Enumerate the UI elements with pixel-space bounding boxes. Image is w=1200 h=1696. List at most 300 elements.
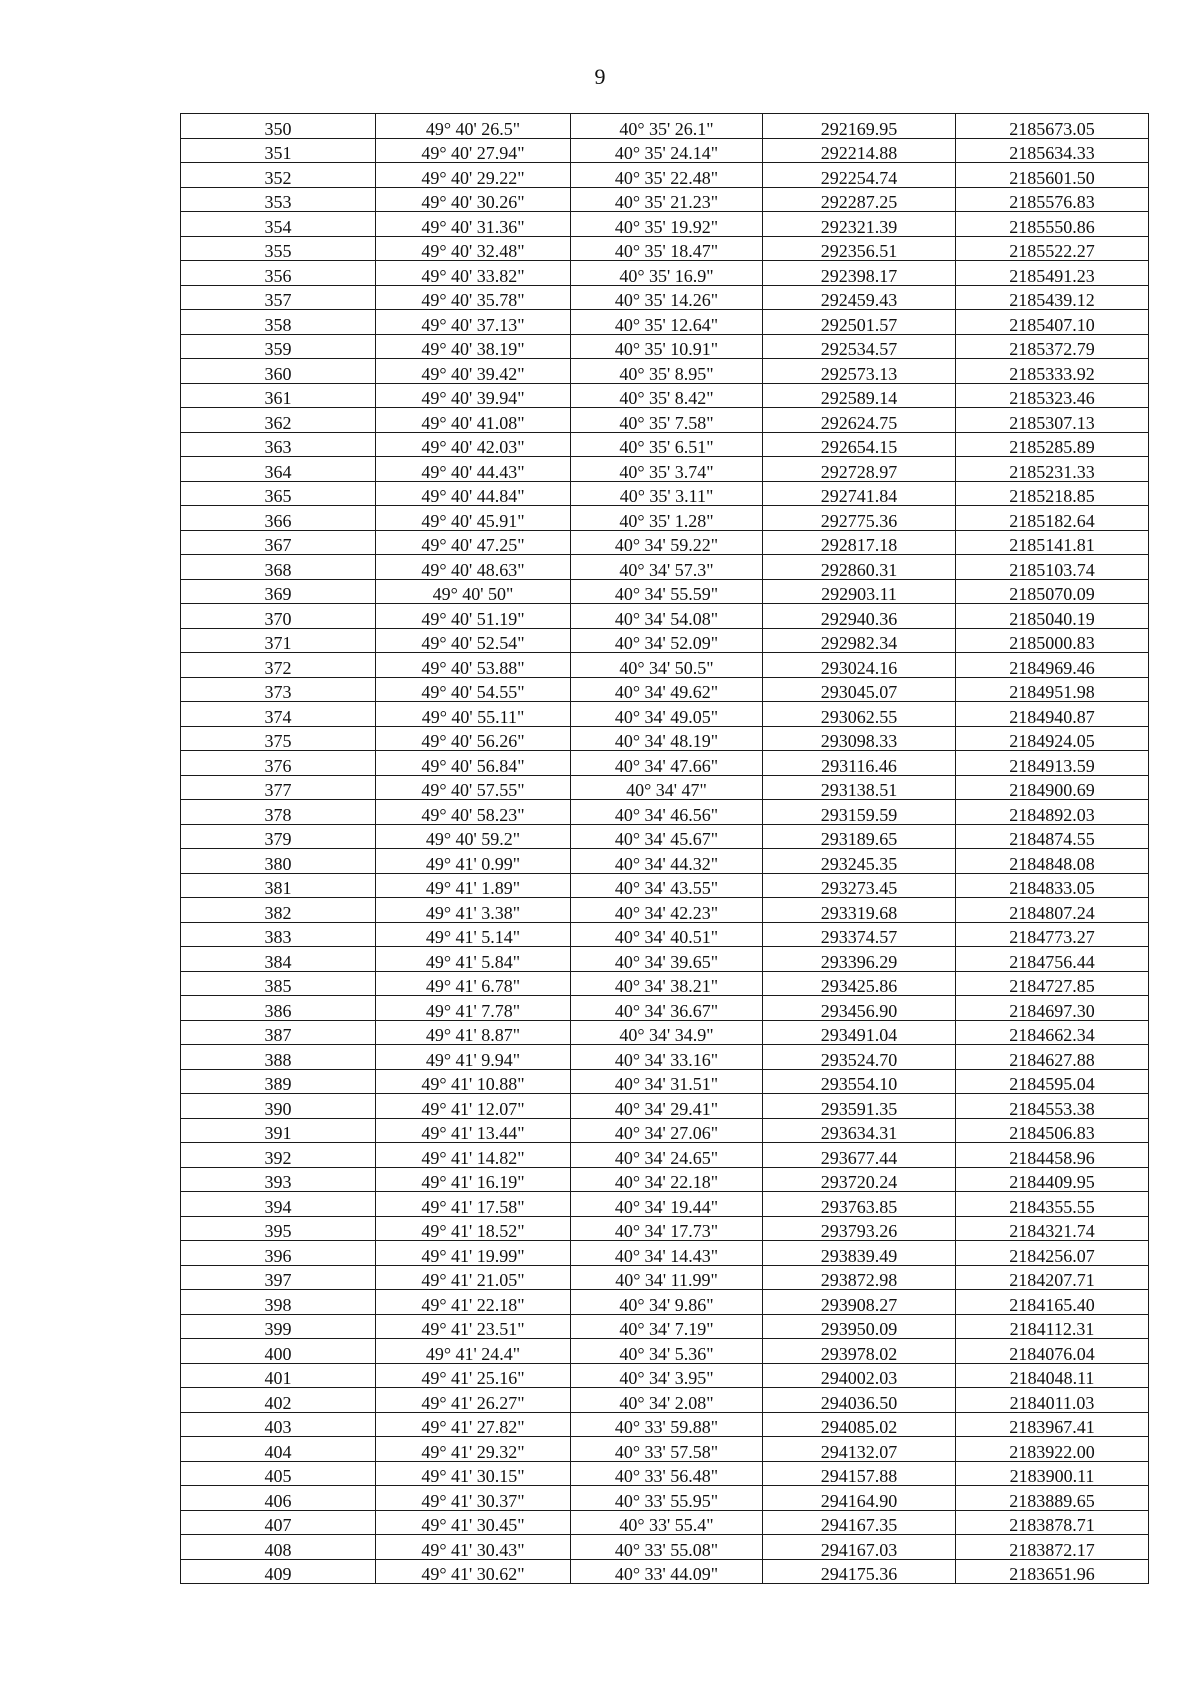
- longitude-cell: 40° 34' 54.08": [571, 604, 763, 629]
- point-number-cell: 359: [181, 334, 376, 359]
- x-coordinate-cell: 292940.36: [763, 604, 956, 629]
- point-number-cell: 370: [181, 604, 376, 629]
- table-row: [181, 1559, 1149, 1584]
- longitude-cell: 40° 34' 59.22": [571, 530, 763, 555]
- table-row: [181, 604, 1149, 629]
- table-row: [181, 481, 1149, 506]
- y-coordinate-cell: 2185491.23: [956, 261, 1149, 286]
- point-number-cell: 392: [181, 1143, 376, 1168]
- longitude-cell: 40° 34' 43.55": [571, 873, 763, 898]
- x-coordinate-cell: 293793.26: [763, 1216, 956, 1241]
- table-row: [181, 1461, 1149, 1486]
- table-row: [181, 824, 1149, 849]
- longitude-cell: 40° 34' 42.23": [571, 898, 763, 923]
- table-row: [181, 383, 1149, 408]
- coordinates-table-body: [181, 114, 1149, 1584]
- x-coordinate-cell: 294132.07: [763, 1437, 956, 1462]
- y-coordinate-cell: 2185141.81: [956, 530, 1149, 555]
- x-coordinate-cell: 293634.31: [763, 1118, 956, 1143]
- y-coordinate-cell: 2185040.19: [956, 604, 1149, 629]
- table-row: [181, 726, 1149, 751]
- point-number-cell: 358: [181, 310, 376, 335]
- y-coordinate-cell: 2184627.88: [956, 1045, 1149, 1070]
- table-row: [181, 1510, 1149, 1535]
- longitude-cell: 40° 34' 5.36": [571, 1339, 763, 1364]
- point-number-cell: 360: [181, 359, 376, 384]
- longitude-cell: 40° 34' 52.09": [571, 628, 763, 653]
- point-number-cell: 376: [181, 751, 376, 776]
- latitude-cell: 49° 41' 7.78": [376, 996, 571, 1021]
- latitude-cell: 49° 40' 42.03": [376, 432, 571, 457]
- longitude-cell: 40° 35' 19.92": [571, 212, 763, 237]
- table-row: [181, 555, 1149, 580]
- table-row: [181, 1412, 1149, 1437]
- x-coordinate-cell: 294167.03: [763, 1535, 956, 1560]
- longitude-cell: 40° 33' 55.08": [571, 1535, 763, 1560]
- y-coordinate-cell: 2184874.55: [956, 824, 1149, 849]
- y-coordinate-cell: 2184165.40: [956, 1290, 1149, 1315]
- point-number-cell: 393: [181, 1167, 376, 1192]
- longitude-cell: 40° 34' 29.41": [571, 1094, 763, 1119]
- point-number-cell: 373: [181, 677, 376, 702]
- x-coordinate-cell: 292501.57: [763, 310, 956, 335]
- table-row: [181, 1094, 1149, 1119]
- x-coordinate-cell: 293524.70: [763, 1045, 956, 1070]
- latitude-cell: 49° 41' 29.32": [376, 1437, 571, 1462]
- table-row: [181, 1388, 1149, 1413]
- y-coordinate-cell: 2185070.09: [956, 579, 1149, 604]
- latitude-cell: 49° 41' 27.82": [376, 1412, 571, 1437]
- longitude-cell: 40° 35' 12.64": [571, 310, 763, 335]
- y-coordinate-cell: 2185634.33: [956, 138, 1149, 163]
- y-coordinate-cell: 2184321.74: [956, 1216, 1149, 1241]
- table-row: [181, 628, 1149, 653]
- longitude-cell: 40° 34' 50.5": [571, 653, 763, 678]
- longitude-cell: 40° 34' 7.19": [571, 1314, 763, 1339]
- y-coordinate-cell: 2184848.08: [956, 849, 1149, 874]
- longitude-cell: 40° 35' 14.26": [571, 285, 763, 310]
- x-coordinate-cell: 293456.90: [763, 996, 956, 1021]
- table-row: [181, 1486, 1149, 1511]
- latitude-cell: 49° 41' 14.82": [376, 1143, 571, 1168]
- y-coordinate-cell: 2183651.96: [956, 1559, 1149, 1584]
- x-coordinate-cell: 293425.86: [763, 971, 956, 996]
- longitude-cell: 40° 34' 22.18": [571, 1167, 763, 1192]
- latitude-cell: 49° 41' 8.87": [376, 1020, 571, 1045]
- table-row: [181, 1314, 1149, 1339]
- x-coordinate-cell: 293116.46: [763, 751, 956, 776]
- longitude-cell: 40° 35' 26.1": [571, 114, 763, 139]
- y-coordinate-cell: 2184112.31: [956, 1314, 1149, 1339]
- x-coordinate-cell: 294085.02: [763, 1412, 956, 1437]
- point-number-cell: 374: [181, 702, 376, 727]
- y-coordinate-cell: 2184595.04: [956, 1069, 1149, 1094]
- table-row: [181, 457, 1149, 482]
- x-coordinate-cell: 292624.75: [763, 408, 956, 433]
- table-row: [181, 187, 1149, 212]
- table-row: [181, 1339, 1149, 1364]
- x-coordinate-cell: 292398.17: [763, 261, 956, 286]
- point-number-cell: 352: [181, 163, 376, 188]
- longitude-cell: 40° 33' 55.95": [571, 1486, 763, 1511]
- x-coordinate-cell: 292214.88: [763, 138, 956, 163]
- table-row: [181, 702, 1149, 727]
- y-coordinate-cell: 2185307.13: [956, 408, 1149, 433]
- y-coordinate-cell: 2184951.98: [956, 677, 1149, 702]
- longitude-cell: 40° 34' 11.99": [571, 1265, 763, 1290]
- x-coordinate-cell: 293159.59: [763, 800, 956, 825]
- point-number-cell: 404: [181, 1437, 376, 1462]
- point-number-cell: 409: [181, 1559, 376, 1584]
- latitude-cell: 49° 40' 51.19": [376, 604, 571, 629]
- y-coordinate-cell: 2184458.96: [956, 1143, 1149, 1168]
- x-coordinate-cell: 293045.07: [763, 677, 956, 702]
- latitude-cell: 49° 40' 41.08": [376, 408, 571, 433]
- point-number-cell: 387: [181, 1020, 376, 1045]
- table-row: [181, 751, 1149, 776]
- longitude-cell: 40° 34' 39.65": [571, 947, 763, 972]
- x-coordinate-cell: 293591.35: [763, 1094, 956, 1119]
- table-row: [181, 1535, 1149, 1560]
- point-number-cell: 381: [181, 873, 376, 898]
- latitude-cell: 49° 41' 16.19": [376, 1167, 571, 1192]
- x-coordinate-cell: 294002.03: [763, 1363, 956, 1388]
- longitude-cell: 40° 34' 55.59": [571, 579, 763, 604]
- y-coordinate-cell: 2184048.11: [956, 1363, 1149, 1388]
- y-coordinate-cell: 2183967.41: [956, 1412, 1149, 1437]
- table-row: [181, 800, 1149, 825]
- point-number-cell: 369: [181, 579, 376, 604]
- point-number-cell: 406: [181, 1486, 376, 1511]
- latitude-cell: 49° 40' 38.19": [376, 334, 571, 359]
- latitude-cell: 49° 40' 39.94": [376, 383, 571, 408]
- latitude-cell: 49° 41' 23.51": [376, 1314, 571, 1339]
- y-coordinate-cell: 2185601.50: [956, 163, 1149, 188]
- x-coordinate-cell: 293978.02: [763, 1339, 956, 1364]
- longitude-cell: 40° 34' 49.62": [571, 677, 763, 702]
- table-row: [181, 1437, 1149, 1462]
- point-number-cell: 357: [181, 285, 376, 310]
- longitude-cell: 40° 34' 45.67": [571, 824, 763, 849]
- y-coordinate-cell: 2185673.05: [956, 114, 1149, 139]
- latitude-cell: 49° 40' 37.13": [376, 310, 571, 335]
- longitude-cell: 40° 33' 56.48": [571, 1461, 763, 1486]
- latitude-cell: 49° 41' 30.15": [376, 1461, 571, 1486]
- table-row: [181, 212, 1149, 237]
- point-number-cell: 382: [181, 898, 376, 923]
- latitude-cell: 49° 41' 24.4": [376, 1339, 571, 1364]
- latitude-cell: 49° 41' 22.18": [376, 1290, 571, 1315]
- longitude-cell: 40° 35' 21.23": [571, 187, 763, 212]
- x-coordinate-cell: 292321.39: [763, 212, 956, 237]
- x-coordinate-cell: 293950.09: [763, 1314, 956, 1339]
- latitude-cell: 49° 41' 21.05": [376, 1265, 571, 1290]
- y-coordinate-cell: 2185372.79: [956, 334, 1149, 359]
- x-coordinate-cell: 292589.14: [763, 383, 956, 408]
- latitude-cell: 49° 41' 25.16": [376, 1363, 571, 1388]
- point-number-cell: 407: [181, 1510, 376, 1535]
- y-coordinate-cell: 2184662.34: [956, 1020, 1149, 1045]
- latitude-cell: 49° 40' 45.91": [376, 506, 571, 531]
- y-coordinate-cell: 2185000.83: [956, 628, 1149, 653]
- longitude-cell: 40° 34' 36.67": [571, 996, 763, 1021]
- x-coordinate-cell: 293763.85: [763, 1192, 956, 1217]
- point-number-cell: 367: [181, 530, 376, 555]
- latitude-cell: 49° 41' 5.14": [376, 922, 571, 947]
- x-coordinate-cell: 292817.18: [763, 530, 956, 555]
- point-number-cell: 375: [181, 726, 376, 751]
- latitude-cell: 49° 41' 9.94": [376, 1045, 571, 1070]
- table-row: [181, 1143, 1149, 1168]
- y-coordinate-cell: 2183922.00: [956, 1437, 1149, 1462]
- latitude-cell: 49° 40' 52.54": [376, 628, 571, 653]
- x-coordinate-cell: 293273.45: [763, 873, 956, 898]
- coordinates-table: [180, 113, 1149, 1584]
- y-coordinate-cell: 2184697.30: [956, 996, 1149, 1021]
- y-coordinate-cell: 2184756.44: [956, 947, 1149, 972]
- table-row: [181, 408, 1149, 433]
- point-number-cell: 351: [181, 138, 376, 163]
- point-number-cell: 365: [181, 481, 376, 506]
- table-row: [181, 898, 1149, 923]
- table-row: [181, 261, 1149, 286]
- y-coordinate-cell: 2184969.46: [956, 653, 1149, 678]
- latitude-cell: 49° 40' 59.2": [376, 824, 571, 849]
- point-number-cell: 372: [181, 653, 376, 678]
- table-row: [181, 971, 1149, 996]
- table-row: [181, 653, 1149, 678]
- latitude-cell: 49° 41' 13.44": [376, 1118, 571, 1143]
- point-number-cell: 394: [181, 1192, 376, 1217]
- y-coordinate-cell: 2184773.27: [956, 922, 1149, 947]
- y-coordinate-cell: 2185285.89: [956, 432, 1149, 457]
- x-coordinate-cell: 292903.11: [763, 579, 956, 604]
- latitude-cell: 49° 40' 30.26": [376, 187, 571, 212]
- x-coordinate-cell: 294167.35: [763, 1510, 956, 1535]
- longitude-cell: 40° 34' 38.21": [571, 971, 763, 996]
- x-coordinate-cell: 293396.29: [763, 947, 956, 972]
- point-number-cell: 356: [181, 261, 376, 286]
- point-number-cell: 398: [181, 1290, 376, 1315]
- latitude-cell: 49° 41' 26.27": [376, 1388, 571, 1413]
- longitude-cell: 40° 34' 44.32": [571, 849, 763, 874]
- y-coordinate-cell: 2185407.10: [956, 310, 1149, 335]
- y-coordinate-cell: 2184553.38: [956, 1094, 1149, 1119]
- x-coordinate-cell: 293319.68: [763, 898, 956, 923]
- point-number-cell: 350: [181, 114, 376, 139]
- point-number-cell: 383: [181, 922, 376, 947]
- latitude-cell: 49° 41' 1.89": [376, 873, 571, 898]
- point-number-cell: 354: [181, 212, 376, 237]
- x-coordinate-cell: 293138.51: [763, 775, 956, 800]
- table-row: [181, 849, 1149, 874]
- table-row: [181, 775, 1149, 800]
- latitude-cell: 49° 41' 30.62": [376, 1559, 571, 1584]
- point-number-cell: 403: [181, 1412, 376, 1437]
- latitude-cell: 49° 40' 26.5": [376, 114, 571, 139]
- y-coordinate-cell: 2183872.17: [956, 1535, 1149, 1560]
- longitude-cell: 40° 34' 40.51": [571, 922, 763, 947]
- longitude-cell: 40° 35' 8.95": [571, 359, 763, 384]
- x-coordinate-cell: 292534.57: [763, 334, 956, 359]
- longitude-cell: 40° 35' 6.51": [571, 432, 763, 457]
- x-coordinate-cell: 292573.13: [763, 359, 956, 384]
- table-row: [181, 873, 1149, 898]
- longitude-cell: 40° 34' 47.66": [571, 751, 763, 776]
- point-number-cell: 408: [181, 1535, 376, 1560]
- latitude-cell: 49° 41' 30.37": [376, 1486, 571, 1511]
- point-number-cell: 385: [181, 971, 376, 996]
- point-number-cell: 371: [181, 628, 376, 653]
- longitude-cell: 40° 35' 10.91": [571, 334, 763, 359]
- longitude-cell: 40° 34' 49.05": [571, 702, 763, 727]
- latitude-cell: 49° 41' 6.78": [376, 971, 571, 996]
- x-coordinate-cell: 293062.55: [763, 702, 956, 727]
- y-coordinate-cell: 2185218.85: [956, 481, 1149, 506]
- y-coordinate-cell: 2185333.92: [956, 359, 1149, 384]
- x-coordinate-cell: 292356.51: [763, 236, 956, 261]
- longitude-cell: 40° 33' 57.58": [571, 1437, 763, 1462]
- point-number-cell: 401: [181, 1363, 376, 1388]
- y-coordinate-cell: 2184913.59: [956, 751, 1149, 776]
- table-row: [181, 530, 1149, 555]
- x-coordinate-cell: 292169.95: [763, 114, 956, 139]
- longitude-cell: 40° 34' 24.65": [571, 1143, 763, 1168]
- y-coordinate-cell: 2185550.86: [956, 212, 1149, 237]
- y-coordinate-cell: 2184076.04: [956, 1339, 1149, 1364]
- longitude-cell: 40° 33' 59.88": [571, 1412, 763, 1437]
- latitude-cell: 49° 40' 35.78": [376, 285, 571, 310]
- x-coordinate-cell: 293374.57: [763, 922, 956, 947]
- longitude-cell: 40° 35' 3.11": [571, 481, 763, 506]
- x-coordinate-cell: 292982.34: [763, 628, 956, 653]
- y-coordinate-cell: 2184011.03: [956, 1388, 1149, 1413]
- longitude-cell: 40° 35' 1.28": [571, 506, 763, 531]
- x-coordinate-cell: 293189.65: [763, 824, 956, 849]
- point-number-cell: 384: [181, 947, 376, 972]
- latitude-cell: 49° 40' 31.36": [376, 212, 571, 237]
- table-row: [181, 1069, 1149, 1094]
- table-row: [181, 1290, 1149, 1315]
- table-row: [181, 1020, 1149, 1045]
- x-coordinate-cell: 293098.33: [763, 726, 956, 751]
- point-number-cell: 364: [181, 457, 376, 482]
- point-number-cell: 388: [181, 1045, 376, 1070]
- x-coordinate-cell: 292654.15: [763, 432, 956, 457]
- y-coordinate-cell: 2184409.95: [956, 1167, 1149, 1192]
- point-number-cell: 405: [181, 1461, 376, 1486]
- table-row: [181, 334, 1149, 359]
- x-coordinate-cell: 294175.36: [763, 1559, 956, 1584]
- x-coordinate-cell: 292860.31: [763, 555, 956, 580]
- x-coordinate-cell: 292728.97: [763, 457, 956, 482]
- y-coordinate-cell: 2183878.71: [956, 1510, 1149, 1535]
- longitude-cell: 40° 35' 7.58": [571, 408, 763, 433]
- latitude-cell: 49° 40' 55.11": [376, 702, 571, 727]
- y-coordinate-cell: 2185323.46: [956, 383, 1149, 408]
- latitude-cell: 49° 41' 18.52": [376, 1216, 571, 1241]
- x-coordinate-cell: 293908.27: [763, 1290, 956, 1315]
- y-coordinate-cell: 2184900.69: [956, 775, 1149, 800]
- x-coordinate-cell: 292459.43: [763, 285, 956, 310]
- longitude-cell: 40° 34' 34.9": [571, 1020, 763, 1045]
- point-number-cell: 353: [181, 187, 376, 212]
- latitude-cell: 49° 40' 39.42": [376, 359, 571, 384]
- table-row: [181, 1363, 1149, 1388]
- table-row: [181, 947, 1149, 972]
- y-coordinate-cell: 2184833.05: [956, 873, 1149, 898]
- longitude-cell: 40° 34' 2.08": [571, 1388, 763, 1413]
- point-number-cell: 366: [181, 506, 376, 531]
- table-row: [181, 677, 1149, 702]
- table-row: [181, 1045, 1149, 1070]
- y-coordinate-cell: 2184256.07: [956, 1241, 1149, 1266]
- x-coordinate-cell: 292287.25: [763, 187, 956, 212]
- y-coordinate-cell: 2184727.85: [956, 971, 1149, 996]
- x-coordinate-cell: 293024.16: [763, 653, 956, 678]
- latitude-cell: 49° 41' 12.07": [376, 1094, 571, 1119]
- y-coordinate-cell: 2183900.11: [956, 1461, 1149, 1486]
- longitude-cell: 40° 34' 31.51": [571, 1069, 763, 1094]
- latitude-cell: 49° 40' 47.25": [376, 530, 571, 555]
- latitude-cell: 49° 41' 0.99": [376, 849, 571, 874]
- x-coordinate-cell: 293677.44: [763, 1143, 956, 1168]
- table-row: [181, 506, 1149, 531]
- longitude-cell: 40° 33' 55.4": [571, 1510, 763, 1535]
- table-row: [181, 114, 1149, 139]
- table-row: [181, 996, 1149, 1021]
- longitude-cell: 40° 35' 22.48": [571, 163, 763, 188]
- latitude-cell: 49° 40' 57.55": [376, 775, 571, 800]
- point-number-cell: 390: [181, 1094, 376, 1119]
- page-number: 9: [594, 64, 606, 89]
- latitude-cell: 49° 40' 54.55": [376, 677, 571, 702]
- y-coordinate-cell: 2184506.83: [956, 1118, 1149, 1143]
- latitude-cell: 49° 40' 33.82": [376, 261, 571, 286]
- point-number-cell: 400: [181, 1339, 376, 1364]
- table-row: [181, 163, 1149, 188]
- latitude-cell: 49° 41' 5.84": [376, 947, 571, 972]
- x-coordinate-cell: 293554.10: [763, 1069, 956, 1094]
- point-number-cell: 363: [181, 432, 376, 457]
- longitude-cell: 40° 35' 18.47": [571, 236, 763, 261]
- latitude-cell: 49° 41' 17.58": [376, 1192, 571, 1217]
- latitude-cell: 49° 40' 56.26": [376, 726, 571, 751]
- longitude-cell: 40° 34' 46.56": [571, 800, 763, 825]
- longitude-cell: 40° 34' 48.19": [571, 726, 763, 751]
- point-number-cell: 396: [181, 1241, 376, 1266]
- latitude-cell: 49° 41' 30.43": [376, 1535, 571, 1560]
- table-row: [181, 1167, 1149, 1192]
- longitude-cell: 40° 34' 9.86": [571, 1290, 763, 1315]
- latitude-cell: 49° 40' 48.63": [376, 555, 571, 580]
- latitude-cell: 49° 41' 3.38": [376, 898, 571, 923]
- table-row: [181, 359, 1149, 384]
- x-coordinate-cell: 293720.24: [763, 1167, 956, 1192]
- longitude-cell: 40° 34' 47": [571, 775, 763, 800]
- longitude-cell: 40° 34' 19.44": [571, 1192, 763, 1217]
- x-coordinate-cell: 293872.98: [763, 1265, 956, 1290]
- table-row: [181, 285, 1149, 310]
- longitude-cell: 40° 35' 16.9": [571, 261, 763, 286]
- y-coordinate-cell: 2185576.83: [956, 187, 1149, 212]
- y-coordinate-cell: 2184892.03: [956, 800, 1149, 825]
- longitude-cell: 40° 35' 8.42": [571, 383, 763, 408]
- latitude-cell: 49° 40' 44.43": [376, 457, 571, 482]
- point-number-cell: 397: [181, 1265, 376, 1290]
- point-number-cell: 395: [181, 1216, 376, 1241]
- latitude-cell: 49° 40' 50": [376, 579, 571, 604]
